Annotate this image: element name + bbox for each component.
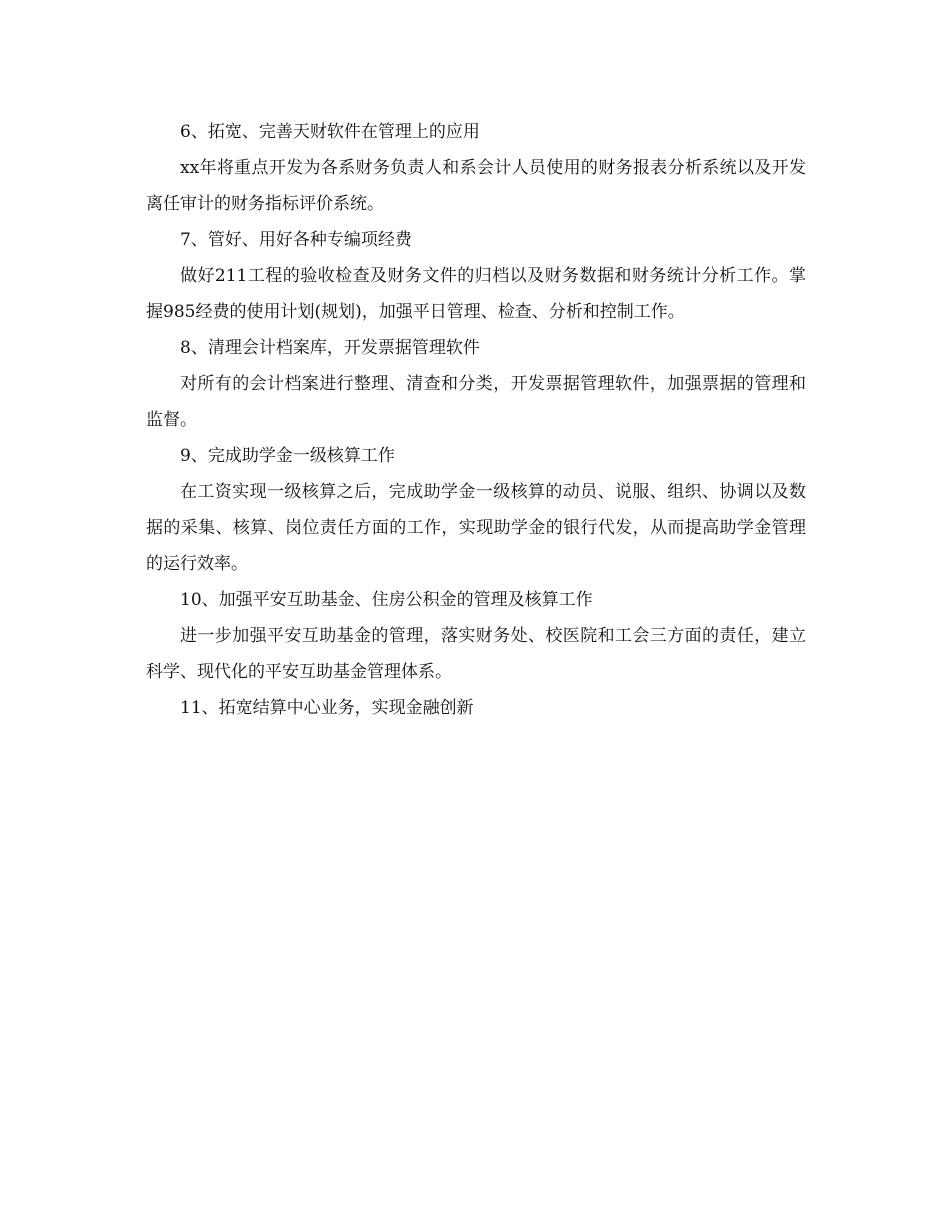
section-paragraph-7: 做好211工程的验收检查及财务文件的归档以及财务数据和财务统计分析工作。掌握985经费的使用计划(规划)，加强平日管理、检查、分析和控制工作。 xyxy=(146,266,806,322)
section-paragraph-10: 进一步加强平安互助基金的管理，落实财务处、校医院和工会三方面的责任，建立科学、现代化的平安互助基金管理体系。 xyxy=(146,626,806,682)
section-heading-10: 10、加强平安互助基金、住房公积金的管理及核算工作 xyxy=(180,590,593,610)
section-heading-7: 7、管好、用好各种专编项经费 xyxy=(180,230,412,250)
section-heading-8: 8、清理会计档案库，开发票据管理软件 xyxy=(180,338,480,358)
document-body xyxy=(146,114,806,726)
section-paragraph-9: 在工资实现一级核算之后，完成助学金一级核算的动员、说服、组织、协调以及数据的采集、核算、岗位责任方面的工作，实现助学金的银行代发，从而提高助学金管理的运行效率。 xyxy=(146,482,806,574)
section-paragraph-8: 对所有的会计档案进行整理、清查和分类，开发票据管理软件，加强票据的管理和监督。 xyxy=(146,374,806,430)
section-heading-6: 6、拓宽、完善天财软件在管理上的应用 xyxy=(180,122,480,142)
section-heading-11: 11、拓宽结算中心业务，实现金融创新 xyxy=(180,698,474,718)
section-heading-9: 9、完成助学金一级核算工作 xyxy=(180,446,395,466)
section-paragraph-6: xx年将重点开发为各系财务负责人和系会计人员使用的财务报表分析系统以及开发离任审计的财务指标评价系统。 xyxy=(146,158,806,214)
